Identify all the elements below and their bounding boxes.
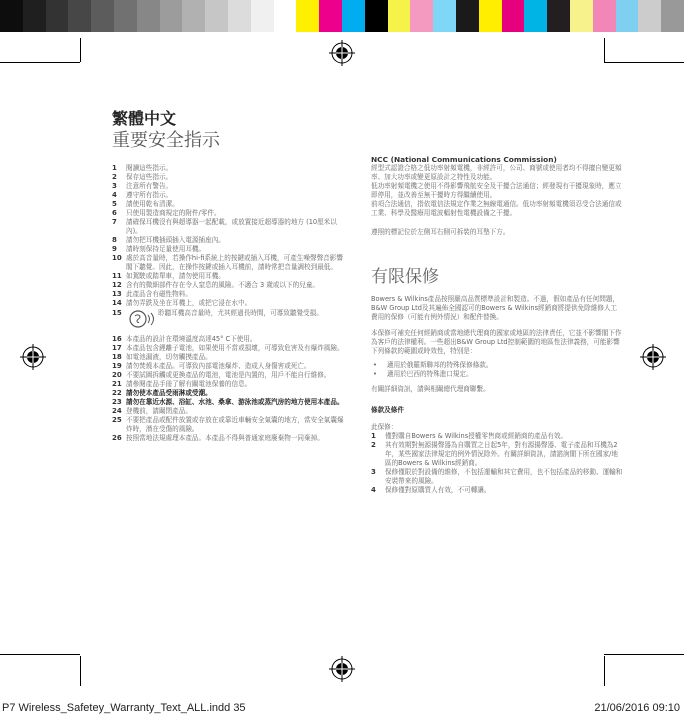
list-item — [112, 389, 344, 398]
list-number: 1 — [371, 432, 376, 440]
color-swatch — [616, 0, 639, 32]
list-item — [112, 191, 344, 200]
color-swatch — [388, 0, 411, 32]
color-swatch — [91, 0, 114, 32]
list-item — [112, 416, 344, 434]
list-number: 17 — [112, 344, 122, 352]
crop-mark — [604, 62, 684, 63]
list-item — [112, 245, 344, 254]
list-number: 7 — [112, 218, 117, 226]
color-swatch — [137, 0, 160, 32]
color-swatch — [160, 0, 183, 32]
color-swatch — [296, 0, 319, 32]
list-item — [112, 380, 344, 389]
list-text: 聆聽耳機高音量時，尤其經過長時間，可導致聽覺受損。 — [158, 309, 323, 317]
color-swatch — [570, 0, 593, 32]
list-number: 13 — [112, 290, 122, 298]
list-text: 此產品含有磁性物料。 — [126, 290, 192, 298]
language-heading: 繁體中文 — [112, 109, 177, 128]
list-number: 25 — [112, 416, 122, 424]
color-swatch — [410, 0, 433, 32]
list-item — [112, 344, 344, 353]
crop-mark — [80, 656, 81, 686]
list-number: 3 — [371, 468, 376, 476]
list-number: 9 — [112, 245, 117, 253]
list-item — [112, 353, 344, 362]
list-number: 4 — [112, 191, 117, 199]
color-swatch — [228, 0, 251, 32]
color-swatch — [274, 0, 297, 32]
terms-heading: 條款及條件 — [371, 406, 404, 414]
list-item — [371, 432, 623, 441]
list-number: 2 — [371, 441, 376, 449]
list-number: 10 — [112, 254, 122, 262]
list-item — [112, 362, 344, 371]
list-number: 5 — [112, 200, 117, 208]
list-number: 4 — [371, 486, 376, 494]
color-swatch — [114, 0, 137, 32]
list-text: 處於高音量時，若操作hi-fi系統上的按鍵或插入耳機，可產生噪聲聲音影響閣下聽覺。因此，在操作按鍵或插入耳機前，請時常把音量調校到最低。 — [126, 254, 343, 271]
color-swatch — [661, 0, 684, 32]
list-number: 26 — [112, 434, 122, 442]
footer-filename: P7 Wireless_Safetey_Warranty_Text_ALL.indd 35 — [2, 702, 246, 714]
warranty-bullets — [371, 361, 623, 379]
list-item — [112, 218, 344, 236]
color-swatch — [251, 0, 274, 32]
list-number: 15 — [112, 309, 122, 317]
bullet-item — [371, 361, 623, 370]
list-text: 請時刻保持足量使用耳機。 — [126, 245, 206, 253]
list-text: 注意所有警告。 — [126, 182, 173, 190]
list-text: 本產品包含鋰離子電池，如果使用不當或損壞，可導致危害及有爆炸風險。 — [126, 344, 344, 352]
list-number: 14 — [112, 299, 122, 307]
list-number: 8 — [112, 236, 117, 244]
bullet-icon: • — [373, 361, 377, 369]
list-item — [371, 468, 623, 486]
bullet-icon: • — [373, 370, 377, 378]
list-item — [112, 398, 344, 407]
safety-title: 重要安全指示 — [112, 130, 220, 151]
color-swatch — [456, 0, 479, 32]
warranty-paragraph: Bowers & Wilkins產品按照嚴高品質標準設計和製造。不過，假如產品有任何問題，B&W Group Ltd及其遍佈全國認可的Bowers & Wilkins經銷商將提供免除維修人工費用的保修（可能有例外情況）和配件替換。 — [371, 295, 620, 321]
color-swatch — [23, 0, 46, 32]
list-text: 如駕駛或踏單車，請勿使用耳機。 — [126, 272, 225, 280]
list-item — [112, 407, 344, 416]
color-swatch — [68, 0, 91, 32]
ncc-body — [371, 164, 623, 218]
ncc-note: 遵照的標記位於左側耳右側可拆裝的耳墊下方。 — [371, 228, 510, 236]
color-swatch — [638, 0, 661, 32]
list-item — [112, 299, 344, 308]
list-text: 請勿使本產品受雨淋或受潮。 — [126, 389, 212, 397]
list-text: 不要把產品或配件放置或存放在或靠近車輛安全氣囊的地方，當安全氣囊爆炸時，潛在受傷的風險。 — [126, 416, 344, 433]
crop-mark — [80, 38, 81, 62]
list-item — [112, 209, 344, 218]
footer-timestamp: 21/06/2016 09:10 — [594, 702, 680, 714]
list-item — [112, 236, 344, 245]
list-text: 僅對購自Bowers & Wilkins授權零售商或經銷商的產品有效。 — [385, 432, 568, 440]
list-number: 2 — [112, 173, 117, 181]
color-swatch — [524, 0, 547, 32]
list-text: 閱讀這些指示。 — [126, 164, 173, 172]
color-swatch — [319, 0, 342, 32]
list-text: 只使用製造商規定的附件/零件。 — [126, 209, 221, 217]
ncc-warranty-column — [371, 155, 623, 495]
color-swatch — [365, 0, 388, 32]
list-item — [112, 182, 344, 191]
registration-mark-icon — [329, 656, 355, 682]
registration-mark-icon — [329, 40, 355, 66]
list-item — [112, 164, 344, 173]
list-item — [112, 200, 344, 209]
crop-mark — [0, 62, 80, 63]
list-text: 遵守所有指示。 — [126, 191, 173, 199]
list-item — [112, 371, 344, 380]
list-text: 登機前，請關閉產品。 — [126, 407, 192, 415]
list-text: 按照當地法規處理本產品。本產品不得與普通家庭廢棄物一同棄掉。 — [126, 434, 324, 442]
hearing-warning-icon — [126, 309, 158, 331]
safety-list-continued — [112, 335, 344, 443]
crop-mark — [604, 656, 605, 686]
list-text: 其有效期對無源揚聲器為自購買之日起5年，對有源揚聲器、電子產品和耳機為2年，某些國家法律規定的例外情況除外。有關詳細資訊，請諮詢閣下所在國家/地區的Bowers & Wilkins經銷商。 — [385, 441, 619, 467]
contact-text: 有關詳細資訊，請與相關總代理商聯繫。 — [371, 385, 490, 393]
list-text: 保修僅限於對設備的維修，不包括運輸和其它費用，也不包括產品的移動、運輸和安裝帶來的風險。 — [385, 468, 623, 485]
list-number: 20 — [112, 371, 122, 379]
crop-mark — [604, 654, 684, 655]
ncc-paragraph: 經型式認證合格之低功率射頻電機，非經許可，公司、商號或使用者均不得擅自變更頻率、加大功率或變更原設計之特性及功能。 — [371, 164, 622, 181]
ncc-heading: NCC (National Communications Commission) — [371, 155, 557, 164]
list-number: 18 — [112, 353, 122, 361]
list-text: 請確保耳機沒有與超導器一起配載，或放置接近超導器的地方 (10厘米以內)。 — [126, 218, 337, 235]
list-text: 請勿把耳機插頭插入電源插座內。 — [126, 236, 225, 244]
color-swatch — [182, 0, 205, 32]
list-text: 請使用乾布清潔。 — [126, 200, 179, 208]
list-number: 22 — [112, 389, 122, 397]
ncc-paragraph: 前項合法通信，指依電信法規定作業之無線電通信。低功率射頻電機須忍受合法通信或工業、科學及醫療用電波輻射性電機設備之干擾。 — [371, 200, 622, 217]
list-item — [112, 335, 344, 344]
warranty-paragraph: 本保修可補充任何經銷商或當地總代理商的國家或地區的法律責任，它並不影響閣下作為客戶的法律權利。一些超出B&W Group Ltd控制範圍的地區性法律義務，可能影響下列條款的範圍或時效性，特別是： — [371, 329, 622, 355]
safety-list — [112, 164, 344, 308]
list-number: 19 — [112, 362, 122, 370]
list-item — [112, 254, 344, 272]
list-item — [371, 441, 623, 468]
list-item — [371, 486, 623, 495]
registration-mark-icon — [640, 344, 666, 370]
color-swatch — [593, 0, 616, 32]
terms-list — [371, 432, 623, 495]
list-text: 如電池漏液，切勿觸摸產品。 — [126, 353, 212, 361]
color-swatch — [479, 0, 502, 32]
list-item — [112, 290, 344, 299]
color-swatch — [205, 0, 228, 32]
list-text: 保存這些指示。 — [126, 173, 173, 181]
list-item — [112, 281, 344, 290]
list-number: 12 — [112, 281, 122, 289]
color-swatch — [547, 0, 570, 32]
bullet-text: 適用於俄羅斯聯邦的特殊保修條款。 — [387, 361, 493, 369]
list-text: 保修僅對原購買人有效，不可轉讓。 — [385, 486, 491, 494]
list-text: 請勿弄跌及坐在耳機上，或把它浸在水中。 — [126, 299, 252, 307]
color-swatch — [502, 0, 525, 32]
color-swatch — [433, 0, 456, 32]
color-swatch — [0, 0, 23, 32]
color-swatch — [342, 0, 365, 32]
list-text: 不要試圖拆觸或更換產品的電池，電池是內置的，用戶不能自行維修。 — [126, 371, 331, 379]
crop-mark — [604, 38, 605, 62]
ncc-paragraph: 低功率射頻電機之使用不得影響飛航安全及干擾合法通信；經發現有干擾現象時，應立即停用，並改善至無干擾時方得繼續使用。 — [371, 182, 622, 199]
list-number: 21 — [112, 380, 122, 388]
list-number: 6 — [112, 209, 117, 217]
list-number: 1 — [112, 164, 117, 172]
list-number: 3 — [112, 182, 117, 190]
bullet-text: 適用於巴西的特殊進口規定。 — [387, 370, 473, 378]
hearing-warning — [112, 309, 344, 331]
list-text: 請勿在靠近水源、浴缸、水池、桑拿、游泳池或蒸汽房的地方使用本產品。 — [126, 398, 344, 406]
list-text: 請勿焚燒本產品。可導致內部電池爆炸、造成人身傷害或死亡。 — [126, 362, 311, 370]
safety-column — [112, 110, 344, 443]
list-number: 11 — [112, 272, 122, 280]
registration-mark-icon — [20, 344, 46, 370]
list-item — [112, 173, 344, 182]
list-number: 24 — [112, 407, 122, 415]
list-text: 含有的微細部件存在令人窒息的風險。不適合 3 歲或以下的兒童。 — [126, 281, 320, 289]
bullet-item — [371, 370, 623, 379]
terms-intro: 此保修： — [371, 423, 398, 431]
color-swatch — [46, 0, 69, 32]
list-number: 16 — [112, 335, 122, 343]
print-color-bar — [0, 0, 684, 32]
list-text: 請參閱產品手冊了解有關電池保養的信息。 — [126, 380, 252, 388]
list-item — [112, 434, 344, 443]
list-text: 本產品的設計在環境溫度高達45° C下使用。 — [126, 335, 257, 343]
warranty-heading: 有限保修 — [371, 267, 439, 287]
list-item — [112, 272, 344, 281]
list-number: 23 — [112, 398, 122, 406]
crop-mark — [0, 654, 80, 655]
